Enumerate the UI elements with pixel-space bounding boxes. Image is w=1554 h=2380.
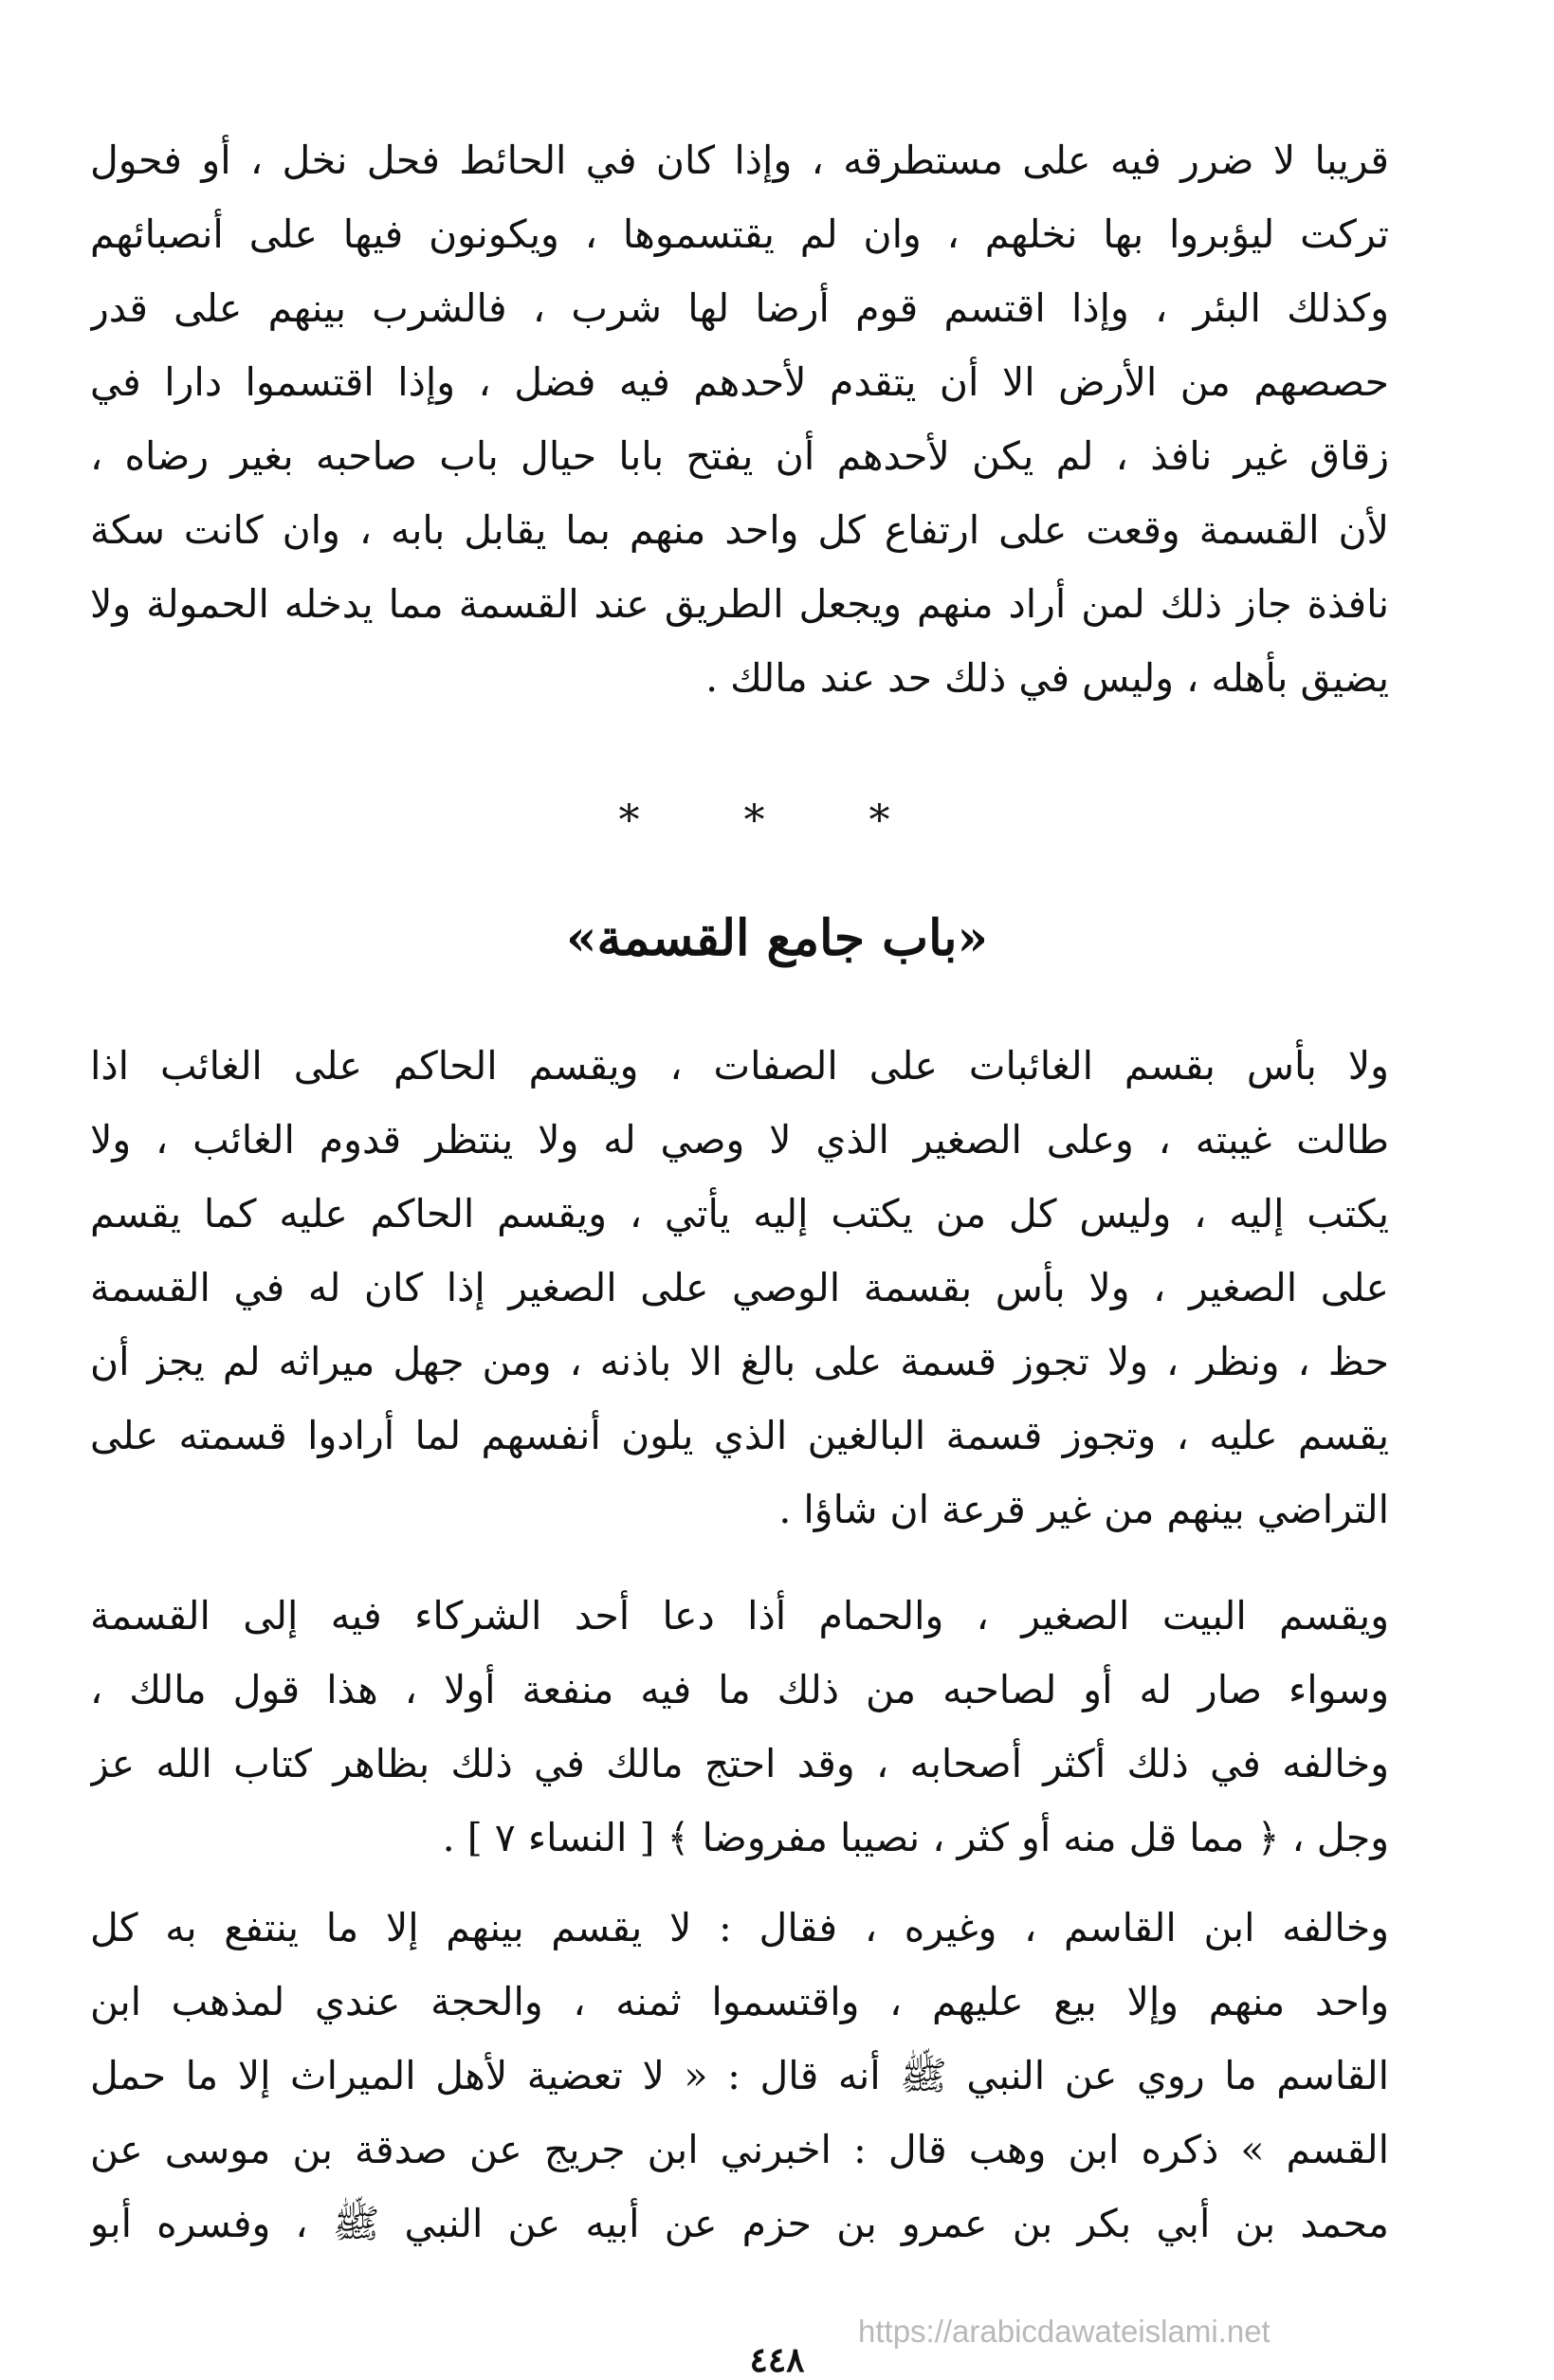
chapter-title: «باب جامع القسمة» [566,909,988,967]
text-line: ولا بأس بقسم الغائبات على الصفات ، ويقسم الحاكم على الغائب اذا [90,1043,1389,1089]
text-line: طالت غيبته ، وعلى الصغير الذي لا وصي له ولا ينتظر قدوم الغائب ، ولا [90,1117,1389,1163]
paragraph-3 [90,1579,1389,1875]
watermark-url: https://arabicdawateislami.net [858,2314,1271,2349]
page-number: ٤٤٨ [749,2340,805,2380]
text-line: نافذة جاز ذلك لمن أراد منهم ويجعل الطريق عند القسمة مما يدخله الحمولة ولا [90,581,1389,627]
text-line: حظ ، ونظر ، ولا تجوز قسمة على بالغ الا باذنه ، ومن جهل ميراثه لم يجز أن [90,1339,1389,1384]
text-line: وسواء صار له أو لصاحبه من ذلك ما فيه منفعة أولا ، هذا قول مالك ، [90,1667,1389,1712]
text-line: القاسم ما روي عن النبي ﷺ أنه قال : « لا تعضية لأهل الميراث إلا ما حمل [90,2053,1389,2098]
text-line: وخالفه ابن القاسم ، وغيره ، فقال : لا يقسم بينهم إلا ما ينتفع به كل [90,1905,1389,1950]
text-line: تركت ليؤبروا بها نخلهم ، وان لم يقتسموها ، ويكونون فيها على أنصبائهم [90,211,1389,257]
text-line: التراضي بينهم من غير قرعة ان شاؤا . [778,1487,1389,1532]
text-line: واحد منهم وإلا بيع عليهم ، واقتسموا ثمنه ، والحجة عندي لمذهب ابن [90,1979,1389,2024]
text-line: محمد بن أبي بكر بن عمرو بن حزم عن أبيه عن النبي ﷺ ، وفسره أبو [90,2201,1389,2246]
section-divider: * * * [618,796,936,845]
text-line: يقسم عليه ، وتجوز قسمة البالغين الذي يلون أنفسهم لما أرادوا قسمته على [90,1413,1389,1458]
text-line: يضيق بأهله ، وليس في ذلك حد عند مالك . [705,655,1389,701]
text-line: حصصهم من الأرض الا أن يتقدم لأحدهم فيه فضل ، وإذا اقتسموا دارا في [90,359,1389,405]
paragraph-2 [90,1029,1389,1547]
text-line: زقاق غير نافذ ، لم يكن لأحدهم أن يفتح بابا حيال باب صاحبه بغير رضاه ، [90,433,1389,479]
paragraph-4 [90,1891,1389,2261]
text-line: وخالفه في ذلك أكثر أصحابه ، وقد احتج مالك في ذلك بظاهر كتاب الله عز [90,1741,1389,1786]
text-line: القسم » ذكره ابن وهب قال : اخبرني ابن جريج عن صدقة بن موسى عن [90,2127,1389,2172]
text-line: قريبا لا ضرر فيه على مستطرقه ، وإذا كان في الحائط فحل نخل ، أو فحول [90,137,1389,183]
text-line: على الصغير ، ولا بأس بقسمة الوصي على الصغير إذا كان له في القسمة [90,1265,1389,1310]
text-line: وجل ، ﴿ مما قل منه أو كثر ، نصيبا مفروضا ﴾ [ النساء ٧ ] . [442,1815,1389,1860]
text-line: ويقسم البيت الصغير ، والحمام أذا دعا أحد الشركاء فيه إلى القسمة [90,1593,1389,1639]
text-line: يكتب إليه ، وليس كل من يكتب إليه يأتي ، ويقسم الحاكم عليه كما يقسم [90,1191,1389,1236]
paragraph-1 [90,123,1389,715]
text-line: لأن القسمة وقعت على ارتفاع كل واحد منهم بما يقابل بابه ، وان كانت سكة [90,507,1389,553]
text-line: وكذلك البئر ، وإذا اقتسم قوم أرضا لها شرب ، فالشرب بينهم على قدر [90,285,1389,331]
